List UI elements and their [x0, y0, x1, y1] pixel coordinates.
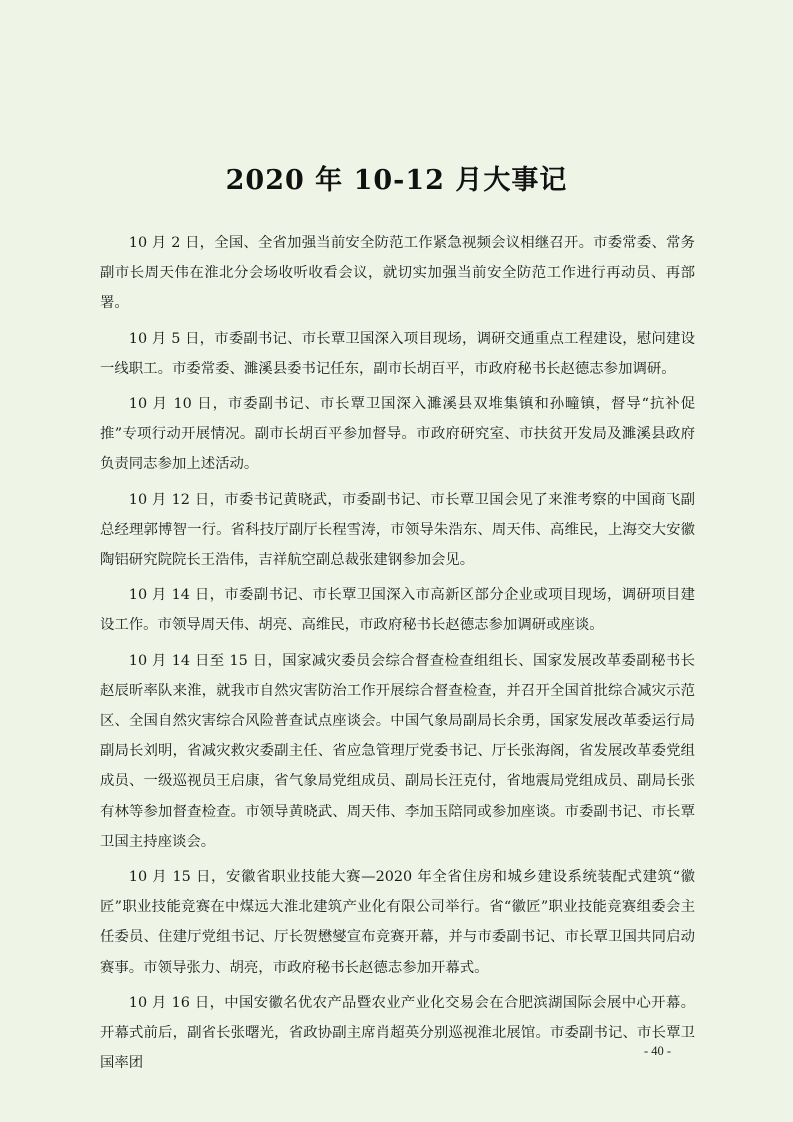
paragraph-7: 10 月 15 日，安徽省职业技能大赛—2020 年全省住房和城乡建设系统装配式建筑“徽匠”职业技能竞赛在中煤远大淮北建筑产业化有限公司举行。省“徽匠”职业技能竞赛组委会主任委员、住建厅党组书记、厅长贺懋燮宣布竞赛开幕，并与市委副书记、市长覃卫国共同启动赛事。市领导张力、胡亮，市政府秘书长赵德志参加开幕式。	[100, 869, 695, 976]
document-body	[100, 228, 695, 1083]
paragraph-2: 10 月 5 日，市委副书记、市长覃卫国深入项目现场，调研交通重点工程建设，慰问建设一线职工。市委常委、濉溪县委书记任东，副市长胡百平，市政府秘书长赵德志参加调研。	[100, 330, 695, 377]
paragraph-8: 10 月 16 日，中国安徽名优农产品暨农业产业化交易会在合肥滨湖国际会展中心开幕。开幕式前后，副省长张曙光，省政协副主席肖超英分别巡视淮北展馆。市委副书记、市长覃卫国率团	[100, 994, 695, 1072]
page-number: - 40 -	[644, 1044, 672, 1058]
paragraph-5: 10 月 14 日，市委副书记、市长覃卫国深入市高新区部分企业或项目现场，调研项目建设工作。市领导周天伟、胡亮、高维民，市政府秘书长赵德志参加调研或座谈。	[100, 587, 695, 634]
paragraph-1: 10 月 2 日，全国、全省加强当前安全防范工作紧急视频会议相继召开。市委常委、常务副市长周天伟在淮北分会场收听收看会议，就切实加强当前安全防范工作进行再动员、再部署。	[100, 235, 695, 312]
paragraph-3: 10 月 10 日，市委副书记、市长覃卫国深入濉溪县双堆集镇和孙疃镇，督导“抗补促推”专项行动开展情况。副市长胡百平参加督导。市政府研究室、市扶贫开发局及濉溪县政府负责同志参加上述活动。	[100, 396, 695, 473]
paragraph-6: 10 月 14 日至 15 日，国家减灾委员会综合督查检查组组长、国家发展改革委副秘书长赵辰昕率队来淮，就我市自然灾害防治工作开展综合督查检查，并召开全国首批综合减灾示范区、全国自然灾害综合风险普查试点座谈会。中国气象局副局长余勇，国家发展改革委运行局副局长刘明，省减灾救灾委副主任、省应急管理厅党委书记、厅长张海阁，省发展改革委党组成员、一级巡视员王启康，省气象局党组成员、副局长汪克付，省地震局党组成员、副局长张有林等参加督查检查。市领导黄晓武、周天伟、李加玉陪同或参加座谈。市委副书记、市长覃卫国主持座谈会。	[100, 652, 695, 850]
paragraph-4: 10 月 12 日，市委书记黄晓武，市委副书记、市长覃卫国会见了来淮考察的中国商飞副总经理郭博智一行。省科技厅副厅长程雪涛，市领导朱浩东、周天伟、高维民，上海交大安徽陶铝研究院院长王浩伟，吉祥航空副总裁张建钢参加会见。	[100, 491, 695, 569]
document-title: 2020 年 10-12 月大事记	[225, 165, 568, 196]
